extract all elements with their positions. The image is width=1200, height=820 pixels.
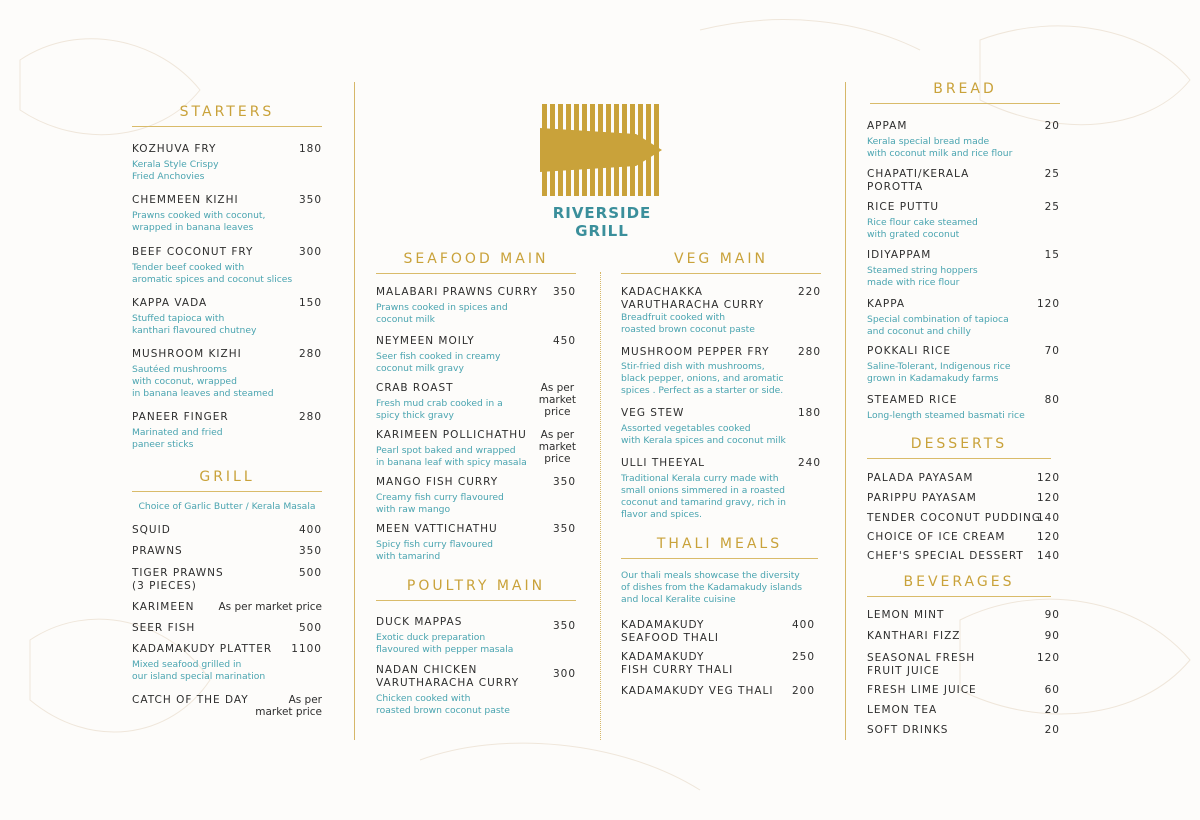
divider-right <box>845 82 846 740</box>
item-name: MALABARI PRAWNS CURRY <box>376 286 539 298</box>
menu-item <box>132 143 322 183</box>
item-name: TENDER COCONUT PUDDING <box>867 512 1042 524</box>
item-name: LEMON MINT <box>867 609 945 621</box>
item-desc: Traditional Kerala curry made with <box>621 473 779 484</box>
item-name: LEMON TEA <box>867 704 938 716</box>
item-desc: Stuffed tapioca with <box>132 313 225 324</box>
item-name: APPAM <box>867 120 908 132</box>
menu-item <box>867 201 1060 241</box>
menu-item <box>621 619 815 645</box>
item-desc: Saline-Tolerant, Indigenous rice <box>867 361 1011 372</box>
item-desc: coconut and tamarind gravy, rich in <box>621 497 786 508</box>
menu-item <box>376 429 576 469</box>
thali-note-line: Our thali meals showcase the diversity <box>621 570 800 581</box>
item-price: 450 <box>552 335 576 347</box>
menu-item <box>132 524 322 537</box>
menu-item <box>376 476 576 516</box>
item-price: 300 <box>552 668 576 680</box>
menu-item <box>867 704 1060 717</box>
item-name: PALADA PAYASAM <box>867 472 974 484</box>
item-price: 120 <box>1036 472 1060 484</box>
item-name: CRAB ROAST <box>376 382 454 394</box>
menu-item <box>132 567 322 593</box>
item-name: CHAPATI/KERALA <box>867 168 970 180</box>
thali-note-line: and local Keralite cuisine <box>621 594 736 605</box>
item-desc: Exotic duck preparation <box>376 632 486 643</box>
item-desc: Steamed string hoppers <box>867 265 978 276</box>
item-price: 60 <box>1044 684 1060 696</box>
menu-item <box>867 652 1060 678</box>
item-price: 80 <box>1044 394 1060 406</box>
item-name: KADAMAKUDY <box>621 619 705 631</box>
item-desc: with coconut, wrapped <box>132 376 237 387</box>
item-price: 20 <box>1044 120 1060 132</box>
item-desc: Sautéed mushrooms <box>132 364 227 375</box>
item-price: 140 <box>1036 550 1060 562</box>
item-price: 25 <box>1044 201 1060 213</box>
item-name-line2: (3 PIECES) <box>132 580 197 592</box>
item-name: KADAMAKUDY PLATTER <box>132 643 273 655</box>
section-title-starters: STARTERS <box>132 104 322 127</box>
item-name: KANTHARI FIZZ <box>867 630 961 642</box>
brand-name: RIVERSIDE GRILL <box>552 204 652 240</box>
menu-item <box>867 609 1060 622</box>
item-desc: with raw mango <box>376 504 451 515</box>
item-price: 280 <box>797 346 821 358</box>
item-name: KOZHUVA FRY <box>132 143 217 155</box>
item-name-line2: POROTTA <box>867 181 924 193</box>
thali-note-line: of dishes from the Kadamakudy islands <box>621 582 802 593</box>
menu-item <box>867 168 1060 194</box>
item-price-line1: As per <box>288 694 322 706</box>
item-price: 25 <box>1044 168 1060 180</box>
item-name: MUSHROOM KIZHI <box>132 348 242 360</box>
item-name: MANGO FISH CURRY <box>376 476 499 488</box>
menu-item <box>867 512 1060 525</box>
item-name: VEG STEW <box>621 407 685 419</box>
item-price: 400 <box>298 524 322 536</box>
menu-item <box>621 346 821 397</box>
item-desc: Fresh mud crab cooked in a <box>376 398 503 409</box>
item-desc: Tender beef cooked with <box>132 262 245 273</box>
menu-item <box>867 472 1060 485</box>
item-name: CHEF'S SPECIAL DESSERT <box>867 550 1024 562</box>
item-price: 120 <box>1036 652 1060 664</box>
item-name: PARIPPU PAYASAM <box>867 492 977 504</box>
price-line: price <box>544 406 571 418</box>
item-desc: grown in Kadamakudy farms <box>867 373 999 384</box>
price-line: market <box>538 394 576 406</box>
item-desc: and coconut and chilly <box>867 326 971 337</box>
item-price: 20 <box>1044 704 1060 716</box>
item-price: 250 <box>791 651 815 663</box>
item-price: 1100 <box>291 643 322 655</box>
menu-item <box>376 286 576 326</box>
menu-item <box>867 492 1060 505</box>
item-name: PANEER FINGER <box>132 411 229 423</box>
item-desc: with tamarind <box>376 551 441 562</box>
menu-item <box>132 194 322 234</box>
divider-left <box>354 82 355 740</box>
thali-note <box>621 570 821 606</box>
section-title-poultry: POULTRY MAIN <box>376 578 576 601</box>
item-desc: Chicken cooked with <box>376 693 471 704</box>
brand-logo <box>540 104 664 240</box>
item-price: 120 <box>1036 492 1060 504</box>
item-desc: small onions simmered in a roasted <box>621 485 785 496</box>
item-price: 500 <box>298 567 322 579</box>
item-price: 500 <box>298 622 322 634</box>
item-desc: with coconut milk and rice flour <box>867 148 1013 159</box>
item-name: KAPPA VADA <box>132 297 208 309</box>
item-name: CHEMMEEN KIZHI <box>132 194 239 206</box>
item-name: DUCK MAPPAS <box>376 616 463 628</box>
menu-item <box>867 550 1060 563</box>
item-price: 140 <box>1036 512 1060 524</box>
item-desc: black pepper, onions, and aromatic <box>621 373 784 384</box>
item-price: 20 <box>1044 724 1060 736</box>
item-price: 180 <box>298 143 322 155</box>
item-name: STEAMED RICE <box>867 394 958 406</box>
item-name: KADAMAKUDY <box>621 651 705 663</box>
section-title-seafood: SEAFOOD MAIN <box>376 251 576 274</box>
menu-item <box>132 411 322 451</box>
item-desc: Stir-fried dish with mushrooms, <box>621 361 765 372</box>
divider-center-dotted <box>600 272 601 740</box>
item-desc: kanthari flavoured chutney <box>132 325 257 336</box>
item-name: CATCH OF THE DAY <box>132 694 249 706</box>
item-desc: flavoured with pepper masala <box>376 644 514 655</box>
item-name: MUSHROOM PEPPER FRY <box>621 346 770 358</box>
item-name: KARIMEEN POLLICHATHU <box>376 429 527 441</box>
item-desc: Marinated and fried <box>132 427 223 438</box>
menu-item <box>132 246 322 286</box>
price-line: As per <box>540 429 575 441</box>
menu-item <box>132 297 322 337</box>
item-name: PRAWNS <box>132 545 183 557</box>
menu-item <box>867 345 1060 385</box>
menu-item <box>867 724 1060 737</box>
item-price: 350 <box>552 476 576 488</box>
item-desc: Pearl spot baked and wrapped <box>376 445 516 456</box>
item-desc: spicy thick gravy <box>376 410 454 421</box>
menu-item <box>132 643 322 683</box>
item-desc: wrapped in banana leaves <box>132 222 254 233</box>
item-name-line2: FRUIT JUICE <box>867 665 940 677</box>
section-title-bread: BREAD <box>870 81 1060 104</box>
item-price: As per market price <box>218 601 322 613</box>
item-desc: paneer sticks <box>132 439 194 450</box>
item-name: POKKALI RICE <box>867 345 952 357</box>
item-price <box>539 429 576 465</box>
logo-emblem-icon <box>540 104 664 196</box>
item-desc: Assorted vegetables cooked <box>621 423 751 434</box>
item-desc: in banana leaves and steamed <box>132 388 274 399</box>
menu-item <box>867 120 1060 160</box>
item-price: 400 <box>791 619 815 631</box>
item-desc: coconut milk <box>376 314 435 325</box>
item-name: NADAN CHICKEN <box>376 664 478 676</box>
item-desc: in banana leaf with spicy masala <box>376 457 527 468</box>
item-name: SEASONAL FRESH <box>867 652 976 664</box>
item-price: 350 <box>298 194 322 206</box>
price-line: As per <box>540 382 575 394</box>
item-desc: Breadfruit cooked with <box>621 312 726 323</box>
menu-item <box>867 630 1060 643</box>
item-price: 200 <box>791 685 815 697</box>
item-price <box>255 694 322 718</box>
item-desc: with grated coconut <box>867 229 960 240</box>
item-desc: Prawns cooked in spices and <box>376 302 508 313</box>
menu-item <box>867 684 1060 697</box>
section-title-grill: GRILL <box>132 469 322 492</box>
item-name: BEEF COCONUT FRY <box>132 246 254 258</box>
menu-item <box>132 622 322 635</box>
menu-item <box>376 335 576 375</box>
item-price: 150 <box>298 297 322 309</box>
item-price: 70 <box>1044 345 1060 357</box>
item-desc: roasted brown coconut paste <box>376 705 510 716</box>
menu-item <box>621 685 815 698</box>
item-price: 240 <box>797 457 821 469</box>
section-title-thali: THALI MEALS <box>621 536 818 559</box>
item-desc: with Kerala spices and coconut milk <box>621 435 786 446</box>
item-desc: Mixed seafood grilled in <box>132 659 242 670</box>
item-name: SQUID <box>132 524 171 536</box>
menu-item <box>376 523 576 563</box>
item-desc: Prawns cooked with coconut, <box>132 210 266 221</box>
item-name: KARIMEEN <box>132 601 195 613</box>
item-name-line2: SEAFOOD THALI <box>621 632 719 644</box>
menu-item <box>376 616 576 656</box>
item-name-line2: VARUTHARACHA CURRY <box>621 299 765 311</box>
price-line: price <box>544 453 571 465</box>
section-title-veg: VEG MAIN <box>621 251 821 274</box>
item-desc: spices . Perfect as a starter or side. <box>621 385 784 396</box>
item-desc: Rice flour cake steamed <box>867 217 978 228</box>
section-title-desserts: DESSERTS <box>867 436 1051 459</box>
item-price: 350 <box>552 523 576 535</box>
item-price: 220 <box>797 286 821 298</box>
menu-item <box>132 694 322 718</box>
item-price <box>539 382 576 418</box>
item-desc: Seer fish cooked in creamy <box>376 351 501 362</box>
item-name: SOFT DRINKS <box>867 724 949 736</box>
item-desc: aromatic spices and coconut slices <box>132 274 293 285</box>
item-desc: Kerala special bread made <box>867 136 990 147</box>
item-name: ULLI THEEYAL <box>621 457 706 469</box>
item-desc: Spicy fish curry flavoured <box>376 539 493 550</box>
item-price: 280 <box>298 411 322 423</box>
item-name: KADACHAKKA <box>621 286 703 298</box>
item-desc: Long-length steamed basmati rice <box>867 410 1025 421</box>
menu-item <box>621 651 815 677</box>
section-title-beverages: BEVERAGES <box>867 574 1051 597</box>
item-price: 350 <box>552 286 576 298</box>
item-price: 350 <box>298 545 322 557</box>
item-name: IDIYAPPAM <box>867 249 932 261</box>
item-desc: our island special marination <box>132 671 266 682</box>
menu-item <box>621 286 821 336</box>
item-desc: Special combination of tapioca <box>867 314 1009 325</box>
item-name-line2: VARUTHARACHA CURRY <box>376 677 520 689</box>
item-price: 15 <box>1044 249 1060 261</box>
item-desc: made with rice flour <box>867 277 960 288</box>
item-price: 300 <box>298 246 322 258</box>
item-desc: Creamy fish curry flavoured <box>376 492 504 503</box>
price-line: market <box>538 441 576 453</box>
menu-item <box>867 394 1060 422</box>
menu-item <box>132 348 322 400</box>
item-name: TIGER PRAWNS <box>132 567 224 579</box>
item-price: 120 <box>1036 531 1060 543</box>
item-price: 280 <box>298 348 322 360</box>
item-name: KADAMAKUDY VEG THALI <box>621 685 774 697</box>
grill-note: Choice of Garlic Butter / Kerala Masala <box>138 501 316 512</box>
item-name: SEER FISH <box>132 622 196 634</box>
item-price: 120 <box>1036 298 1060 310</box>
menu-item <box>132 601 322 614</box>
item-name-line2: FISH CURRY THALI <box>621 664 734 676</box>
item-name: NEYMEEN MOILY <box>376 335 475 347</box>
item-name: MEEN VATTICHATHU <box>376 523 498 535</box>
item-price: 350 <box>552 620 576 632</box>
menu-item <box>621 407 821 447</box>
item-desc: flavor and spices. <box>621 509 702 520</box>
item-name: CHOICE OF ICE CREAM <box>867 531 1006 543</box>
item-desc: Kerala Style Crispy <box>132 159 219 170</box>
item-price: 90 <box>1044 630 1060 642</box>
item-name: KAPPA <box>867 298 906 310</box>
item-price: 90 <box>1044 609 1060 621</box>
menu-item <box>867 298 1060 338</box>
menu-item <box>867 531 1060 544</box>
item-name: RICE PUTTU <box>867 201 940 213</box>
item-name: FRESH LIME JUICE <box>867 684 977 696</box>
item-price-line2: market price <box>255 706 322 718</box>
item-desc: coconut milk gravy <box>376 363 464 374</box>
menu-item <box>376 382 576 422</box>
item-desc: Fried Anchovies <box>132 171 205 182</box>
menu-item <box>132 545 322 558</box>
menu-item <box>621 457 821 521</box>
item-price: 180 <box>797 407 821 419</box>
menu-item <box>867 249 1060 289</box>
menu-item <box>376 664 576 717</box>
item-desc: roasted brown coconut paste <box>621 324 755 335</box>
